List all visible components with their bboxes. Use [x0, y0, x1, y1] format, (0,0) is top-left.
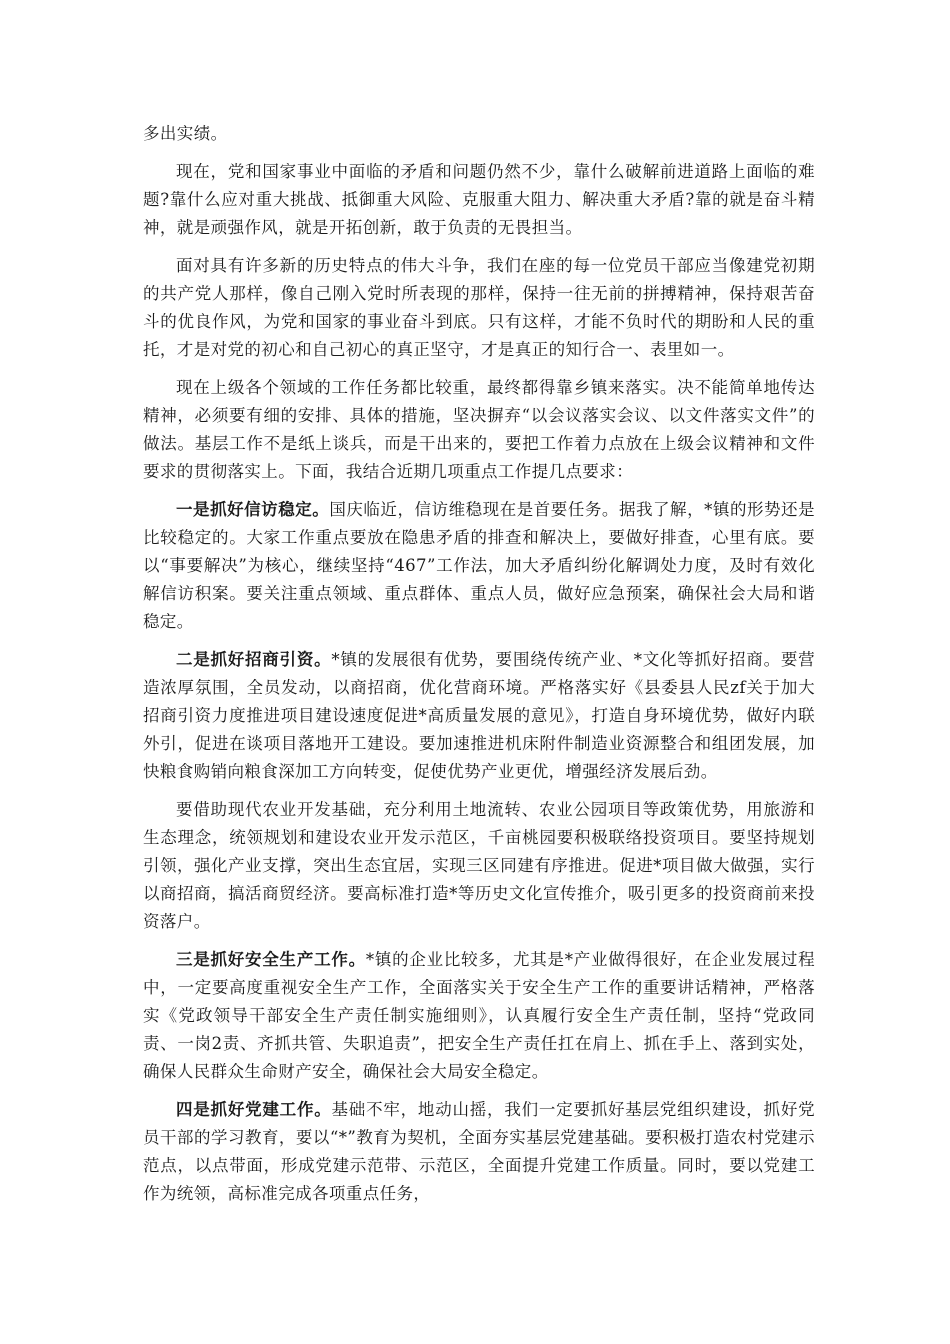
- paragraph-struggle: [143, 252, 815, 364]
- paragraph-text: 多出实绩。: [143, 124, 228, 143]
- paragraph-lead: 二是抓好招商引资。: [176, 650, 332, 669]
- paragraph-lead: 一是抓好信访稳定。: [176, 500, 330, 519]
- paragraph-text: *镇的发展很有优势，要围绕传统产业、*文化等抓好招商。要营造浓厚氛围，全员发动，以商招商，优化营商环境。严格落实好《县委县人民zf关于加大招商引资力度推进项目建设速度促进*高质量发展的意见》，打造自身环境优势，做好内联外引，促进在谈项目落地开工建设。要加速推进机床附件制造业资源整合和组团发展，加快粮食购销向粮食深加工方向转变，促使优势产业更优，增强经济发展后劲。: [143, 650, 815, 781]
- paragraph-agriculture: [143, 796, 815, 936]
- paragraph-text: 要借助现代农业开发基础，充分利用土地流转、农业公园项目等政策优势，用旅游和生态理念，统领规划和建设农业开发示范区，千亩桃园要积极联络投资项目。要坚持规划引领，强化产业支撑，突出生态宜居，实现三区同建有序推进。促进*项目做大做强，实行以商招商，搞活商贸经济。要高标准打造*等历史文化宣传推介，吸引更多的投资商前来投资落户。: [143, 800, 815, 931]
- paragraph-text: 国庆临近，信访维稳现在是首要任务。据我了解，*镇的形势还是比较稳定的。大家工作重点要放在隐患矛盾的排查和解决上，要做好排查，心里有底。要以“事要解决”为核心，继续坚持“467”工作法，加大矛盾纠纷化解调处力度，及时有效化解信访积案。要关注重点领域、重点群体、重点人员，做好应急预案，确保社会大局和谐稳定。: [143, 500, 815, 631]
- paragraph-challenges: [143, 158, 815, 242]
- paragraph-text: *镇的企业比较多，尤其是*产业做得很好，在企业发展过程中，一定要高度重视安全生产工作，全面落实关于安全生产工作的重要讲话精神，严格落实《党政领导干部安全生产责任制实施细则》，认真履行安全生产责任制，坚持“党政同责、一岗2责、齐抓共管、失职追责”，把安全生产责任扛在肩上、抓在手上、落到实处，确保人民群众生命财产安全，确保社会大局安全稳定。: [143, 950, 815, 1081]
- paragraph-text: 现在，党和国家事业中面临的矛盾和问题仍然不少，靠什么破解前进道路上面临的难题?靠什么应对重大挑战、抵御重大风险、克服重大阻力、解决重大矛盾?靠的就是奋斗精神，就是顽强作风，就是开拓创新，敢于负责的无畏担当。: [143, 162, 815, 237]
- paragraph-requirements-intro: [143, 374, 815, 486]
- paragraph-text: 基础不牢，地动山摇，我们一定要抓好基层党组织建设，抓好党员干部的学习教育，要以“*”教育为契机，全面夯实基层党建基础。要积极打造农村党建示范点，以点带面，形成党建示范带、示范区，全面提升党建工作质量。同时，要以党建工作为统领，高标准完成各项重点任务，: [143, 1100, 815, 1203]
- paragraph-text: 面对具有许多新的历史特点的伟大斗争，我们在座的每一位党员干部应当像建党初期的共产党人那样，像自己刚入党时所表现的那样，保持一往无前的拼搏精神，保持艰苦奋斗的优良作风，为党和国家的事业奋斗到底。只有这样，才能不负时代的期盼和人民的重托，才是对党的初心和自己初心的真正坚守，才是真正的知行合一、表里如一。: [143, 256, 815, 359]
- paragraph-party-building: [143, 1096, 815, 1208]
- paragraph-lead: 三是抓好安全生产工作。: [176, 950, 366, 969]
- paragraph-safety: [143, 946, 815, 1086]
- paragraph-continuation: [143, 120, 815, 148]
- paragraph-text: 现在上级各个领域的工作任务都比较重，最终都得靠乡镇来落实。决不能简单地传达精神，必须要有细的安排、具体的措施，坚决摒弃“以会议落实会议、以文件落实文件”的做法。基层工作不是纸上谈兵，而是干出来的，要把工作着力点放在上级会议精神和文件要求的贯彻落实上。下面，我结合近期几项重点工作提几点要求：: [143, 378, 815, 481]
- document-page: [143, 120, 815, 1218]
- paragraph-lead: 四是抓好党建工作。: [176, 1100, 332, 1119]
- paragraph-investment: [143, 646, 815, 786]
- paragraph-petition-stability: [143, 496, 815, 636]
